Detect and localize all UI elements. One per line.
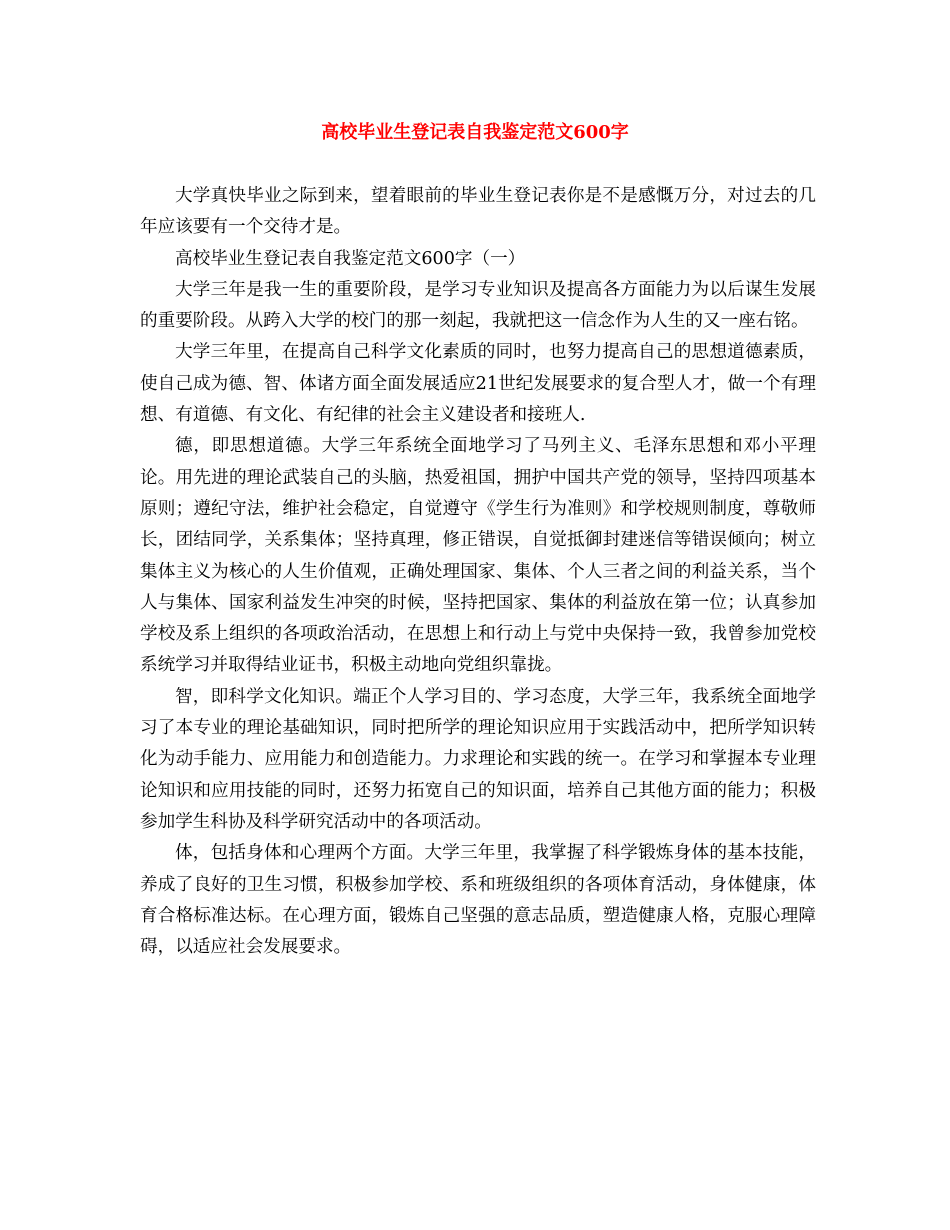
paragraph-knowledge: 智，即科学文化知识。端正个人学习目的、学习态度，大学三年，我系统全面地学习了本专业的理论基础知识，同时把所学的理论知识应用于实践活动中，把所学知识转化为动手能力、应用能力和创造能力。力求理论和实践的统一。在学习和掌握本专业理论知识和应用技能的同时，还努力拓宽自己的知识面，培养自己其他方面的能力；积极参加学生科协及科学研究活动中的各项活动。 bbox=[140, 686, 816, 832]
section-heading: 高校毕业生登记表自我鉴定范文600字（一） bbox=[175, 248, 526, 269]
document-body bbox=[140, 181, 816, 963]
document-title: 高校毕业生登记表自我鉴定范文600字 bbox=[321, 122, 629, 143]
paragraph-physical: 体，包括身体和心理两个方面。大学三年里，我掌握了科学锻炼身体的基本技能，养成了良好的卫生习惯，积极参加学校、系和班级组织的各项体育活动，身体健康，体育合格标准达标。在心理方面，锻炼自己坚强的意志品质，塑造健康人格，克服心理障碍，以适应社会发展要求。 bbox=[140, 843, 816, 958]
paragraph-morality: 德，即思想道德。大学三年系统全面地学习了马列主义、毛泽东思想和邓小平理论。用先进的理论武装自己的头脑，热爱祖国，拥护中国共产党的领导，坚持四项基本原则；遵纪守法，维护社会稳定，自觉遵守《学生行为准则》和学校规则制度，尊敬师长，团结同学，关系集体；坚持真理，修正错误，自觉抵御封建迷信等错误倾向；树立集体主义为核心的人生价值观，正确处理国家、集体、个人三者之间的利益关系，当个人与集体、国家利益发生冲突的时候，坚持把国家、集体的利益放在第一位；认真参加学校及系上组织的各项政治活动，在思想上和行动上与党中央保持一致，我曾参加党校系统学习并取得结业证书，积极主动地向党组织靠拢。 bbox=[140, 436, 816, 676]
paragraph-intro: 大学真快毕业之际到来，望着眼前的毕业生登记表你是不是感慨万分，对过去的几年应该要有一个交待才是。 bbox=[140, 186, 816, 238]
paragraph-overview: 大学三年是我一生的重要阶段，是学习专业知识及提高各方面能力为以后谋生发展的重要阶段。从跨入大学的校门的那一刻起，我就把这一信念作为人生的又一座右铭。 bbox=[140, 279, 816, 332]
paragraph-development: 大学三年里，在提高自己科学文化素质的同时，也努力提高自己的思想道德素质，使自己成为德、智、体诸方面全面发展适应21世纪发展要求的复合型人才，做一个有理想、有道德、有文化、有纪律的社会主义建设者和接班人. bbox=[140, 342, 816, 426]
